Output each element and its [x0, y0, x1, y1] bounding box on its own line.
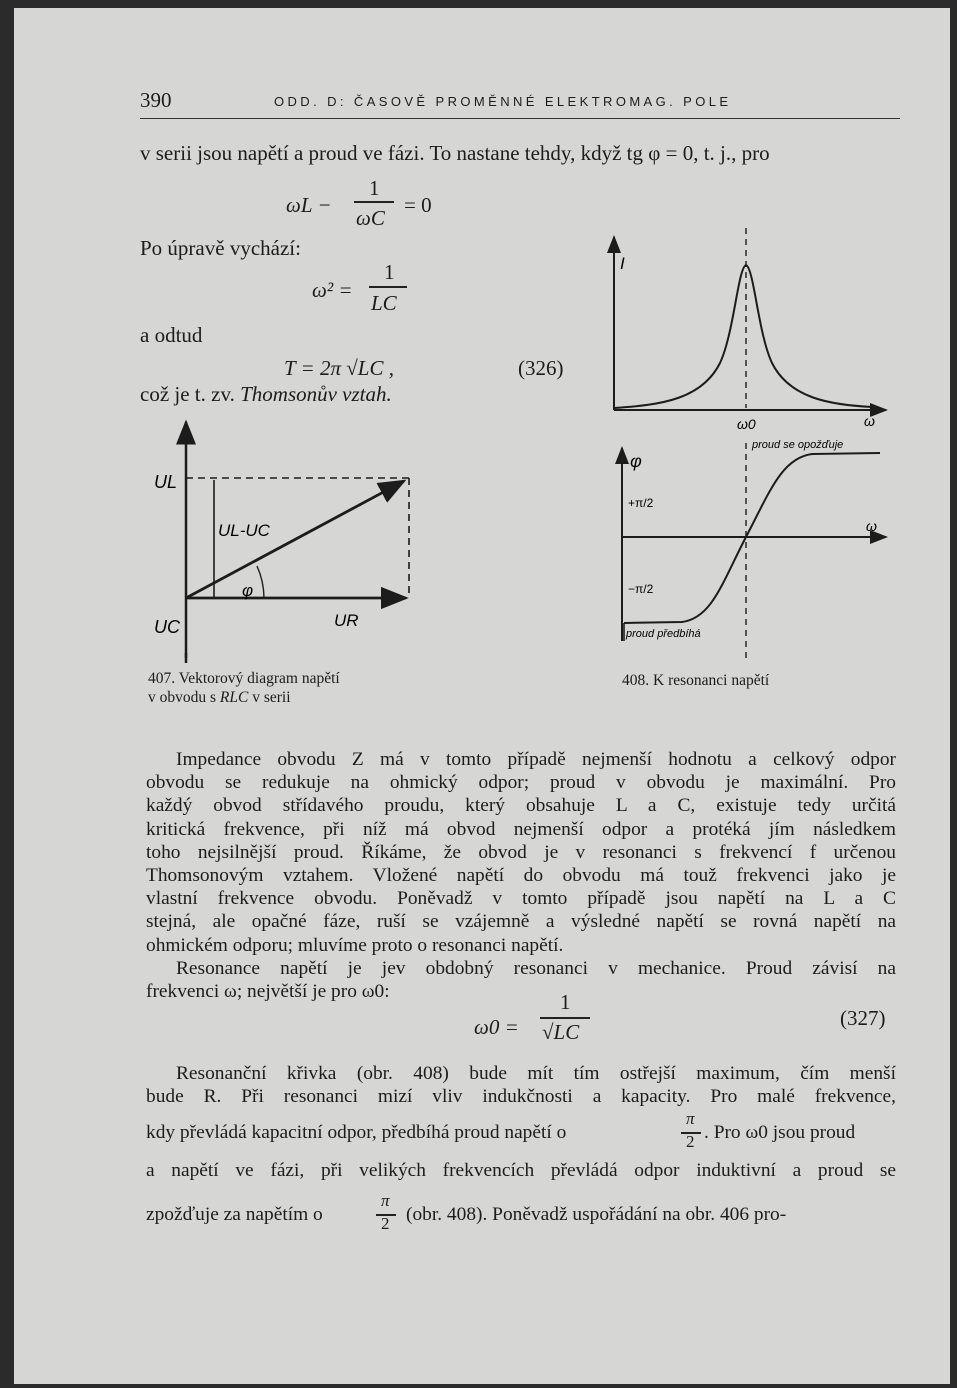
- pi-numerator-1: π: [686, 1109, 695, 1128]
- eq1-num: 1: [369, 176, 380, 200]
- paragraph-1-line: toho nejsilnější proud. Říkáme, že obvod je v resonanci s frekvencí f určenou: [146, 841, 896, 863]
- eq3-number: (326): [518, 356, 564, 380]
- phi-axis-label: φ: [630, 451, 642, 471]
- paragraph-2-line: frekvenci ω; největší je pro ω0:: [146, 981, 390, 1003]
- thomson-line: [140, 382, 392, 407]
- paragraph-3-line3: kdy převládá kapacitní odpor, předbíhá proud napětí o: [146, 1122, 567, 1143]
- eq2-fraction-bar: [369, 286, 407, 288]
- plus-pi2-label: +π/2: [628, 496, 654, 510]
- figure-407-caption-line2: v obvodu s RLC v serii: [148, 689, 291, 706]
- eq4-den: √LC: [542, 1020, 580, 1044]
- lag-text: proud se opožďuje: [752, 439, 844, 451]
- uc-label: UC: [154, 617, 180, 637]
- figure-407-vector-diagram: [134, 418, 434, 668]
- figure-408-resonance-curves: [602, 223, 902, 673]
- eq2-left: ω² =: [312, 278, 353, 302]
- paragraph-1-line: každý obvod střídavého proudu, který obsahuje L a C, existuje tedy určitá: [146, 795, 896, 817]
- paragraph-3: [146, 1062, 896, 1108]
- thomson-prefix: což je t. zv.: [140, 382, 235, 406]
- lead-text: proud předbíhá: [626, 628, 701, 640]
- eq1-right: = 0: [404, 193, 432, 217]
- paragraph-1-line: vlastní frekvence obvodu. Poněvadž v tomto případě jsou napětí na L a C: [146, 888, 896, 910]
- paragraph-1-line: kritická frekvence, při níž má obvod nejmenší odpor a protéká jím následkem: [146, 818, 896, 840]
- eq4-num: 1: [560, 990, 571, 1014]
- minus-pi2-label: −π/2: [628, 582, 654, 596]
- omega0-label: ω0: [737, 416, 756, 432]
- omega-label-top: ω: [864, 413, 875, 429]
- pi-denominator-2: 2: [381, 1214, 390, 1233]
- intro-line: v serii jsou napětí a proud ve fázi. To nastane tehdy, když tg φ = 0, t. j., pro: [140, 141, 770, 165]
- eq4-fraction-bar: [540, 1017, 590, 1019]
- phi-arc: [257, 566, 264, 598]
- after-eq1-text: Po úpravě vychází:: [140, 236, 301, 260]
- eq1-fraction-bar: [354, 201, 394, 203]
- paragraph-1-line: stejná, ale opačné fáze, ruší se vzájemně a výsledné napětí se rovná napětí na: [146, 911, 896, 933]
- eq4-number: (327): [840, 1006, 886, 1030]
- paragraph-3-line3-end: . Pro ω0 jsou proud: [704, 1122, 856, 1143]
- paragraph-2-line: Resonance napětí je jev obdobný resonanci v mechanice. Proud závisí na: [176, 958, 896, 979]
- header-rule: [140, 118, 900, 119]
- eq2-num: 1: [384, 260, 395, 284]
- resonance-curve: [614, 265, 872, 408]
- i-axis-label: I: [620, 254, 625, 273]
- eq1-left: ωL −: [286, 193, 332, 217]
- thomson-italic: Thomsonův vztah.: [240, 382, 392, 406]
- ur-label: UR: [334, 611, 359, 630]
- ul-label: UL: [154, 472, 178, 492]
- book-page: [14, 8, 950, 1384]
- eq2-den: LC: [371, 291, 397, 315]
- paragraph-1-line: Impedance obvodu Z má v tomto případě nejmenší hodnotu a celkový odpor: [176, 749, 896, 770]
- paragraph-3-line2: bude R. Při resonanci mizí vliv indukčnosti a kapacity. Pro malé frekvence,: [146, 1086, 896, 1108]
- eq3: T = 2π √LC ,: [284, 356, 394, 380]
- paragraph-1-line: Thomsonovým vztahem. Vložené napětí do obvodu má touž frekvenci jako je: [146, 865, 896, 887]
- figure-408-caption: 408. K resonanci napětí: [622, 672, 770, 689]
- running-title: ODD. D: ČASOVĚ PROMĚNNÉ ELEKTROMAG. POLE: [274, 94, 732, 109]
- page-number: 390: [140, 88, 172, 112]
- eq4-left: ω0 =: [474, 1015, 519, 1039]
- pi-denominator-1: 2: [686, 1132, 695, 1151]
- paragraph-1-line: ohmickém odporu; mluvíme proto o resonanci napětí.: [146, 934, 564, 956]
- paragraph-3-line5-end: (obr. 408). Poněvadž uspořádání na obr. 406 pro-: [406, 1204, 787, 1225]
- paragraph-3-line5: zpožďuje za napětím o: [146, 1204, 323, 1225]
- phi-label: φ: [242, 581, 254, 600]
- paragraph-1: [146, 748, 896, 957]
- pi-numerator-2: π: [381, 1191, 390, 1210]
- paragraph-1-line: obvodu se redukuje na ohmický odpor; proud v obvodu je maximální. Pro: [146, 772, 896, 794]
- paragraph-3-line4: a napětí ve fázi, při velikých frekvencích převládá odpor induktivní a proud se: [146, 1160, 896, 1181]
- paragraph-3-line4-wrap: [146, 1159, 896, 1182]
- after-eq2-text: a odtud: [140, 323, 203, 347]
- paragraph-3-line1: Resonanční křivka (obr. 408) bude mít tím ostřejší maximum, čím menší: [176, 1063, 896, 1084]
- omega-label-bottom: ω: [866, 518, 877, 534]
- paragraph-2: [146, 957, 896, 1003]
- eq1-den: ωC: [356, 206, 385, 230]
- figure-407-caption-line1: 407. Vektorový diagram napětí: [148, 670, 340, 687]
- ul-minus-uc-label: UL-UC: [218, 521, 270, 540]
